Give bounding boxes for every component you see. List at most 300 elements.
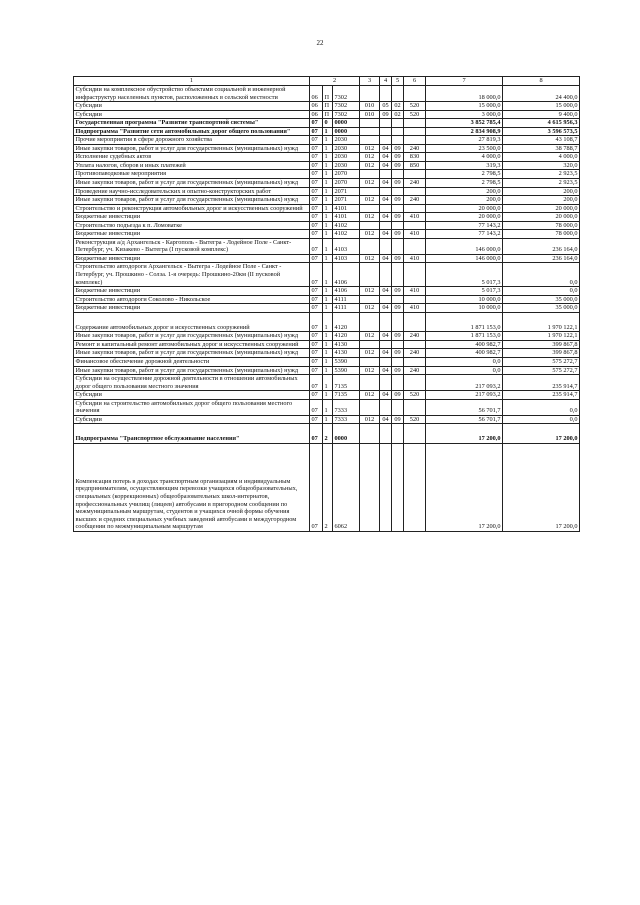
table-row (74, 295, 580, 304)
row-name: Субсидии на осуществление дорожной деятельности в отношении автомобильных дорог общего пользования местного значения (74, 375, 310, 391)
amount-year-1: 20 000,0 (426, 204, 503, 213)
code-expense-type: 410 (404, 230, 426, 239)
row-name: Бюджетные инвестиции (74, 213, 310, 222)
code-subsection: 09 (392, 287, 404, 296)
code-expense-type: 240 (404, 332, 426, 341)
page-number: 22 (316, 39, 324, 47)
amount-year-1: 200,0 (426, 187, 503, 196)
code-expense-type (404, 263, 426, 287)
code-subprogram: П (323, 110, 333, 119)
row-name: Иные закупки товаров, работ и услуг для государственных (муниципальных) нужд (74, 144, 310, 153)
code-subsection (392, 357, 404, 366)
code-expense-type (404, 238, 426, 254)
code-direction: 0000 (333, 127, 360, 136)
row-name: Субсидии (74, 110, 310, 119)
amount-year-1: 23 500,0 (426, 144, 503, 153)
code-direction: 4102 (333, 230, 360, 239)
code-program: 07 (310, 340, 323, 349)
row-name: Субсидии (74, 102, 310, 111)
row-name: Государственная программа "Развитие транспортной системы" (74, 119, 310, 128)
code-subsection (392, 187, 404, 196)
code-program: 06 (310, 102, 323, 111)
code-program: 07 (310, 213, 323, 222)
code-section: 04 (380, 196, 392, 205)
code-ministry (360, 238, 380, 254)
code-subprogram: П (323, 86, 333, 102)
code-subprogram: 1 (323, 153, 333, 162)
amount-year-1: 0,0 (426, 357, 503, 366)
row-name: Иные закупки товаров, работ и услуг для государственных (муниципальных) нужд (74, 196, 310, 205)
code-ministry (360, 119, 380, 128)
code-expense-type (404, 127, 426, 136)
amount-year-1: 4 000,0 (426, 153, 503, 162)
code-direction: 7135 (333, 375, 360, 391)
code-direction: 0000 (333, 424, 360, 444)
code-expense-type: 240 (404, 179, 426, 188)
code-subsection: 09 (392, 254, 404, 263)
code-subprogram: 1 (323, 349, 333, 358)
code-subsection (392, 86, 404, 102)
code-section: 04 (380, 287, 392, 296)
code-subsection: 02 (392, 102, 404, 111)
code-subprogram: 1 (323, 230, 333, 239)
code-section (380, 443, 392, 531)
code-ministry (360, 312, 380, 332)
code-subsection (392, 399, 404, 415)
amount-year-2: 575 272,7 (503, 366, 580, 375)
amount-year-1: 56 701,7 (426, 415, 503, 424)
code-program: 07 (310, 375, 323, 391)
code-direction: 2030 (333, 144, 360, 153)
row-name: Иные закупки товаров, работ и услуг для государственных (муниципальных) нужд (74, 332, 310, 341)
code-program: 07 (310, 187, 323, 196)
column-header-4: 4 (380, 77, 392, 86)
code-subprogram: 1 (323, 332, 333, 341)
code-subsection (392, 127, 404, 136)
code-program: 07 (310, 391, 323, 400)
row-name: Бюджетные инвестиции (74, 254, 310, 263)
amount-year-1: 56 701,7 (426, 399, 503, 415)
code-expense-type (404, 204, 426, 213)
code-ministry (360, 136, 380, 145)
code-subprogram: 1 (323, 366, 333, 375)
table-row (74, 399, 580, 415)
code-section (380, 127, 392, 136)
code-section: 04 (380, 144, 392, 153)
code-subprogram: 1 (323, 295, 333, 304)
code-subsection (392, 443, 404, 531)
code-program: 07 (310, 204, 323, 213)
amount-year-1: 146 000,0 (426, 238, 503, 254)
code-direction: 5390 (333, 357, 360, 366)
code-expense-type: 520 (404, 102, 426, 111)
row-name: Содержание автомобильных дорог и искусственных сооружений (74, 312, 310, 332)
code-ministry: 012 (360, 161, 380, 170)
code-program: 07 (310, 221, 323, 230)
amount-year-2: 399 867,8 (503, 340, 580, 349)
code-subsection (392, 295, 404, 304)
code-section (380, 399, 392, 415)
code-direction: 7302 (333, 110, 360, 119)
code-expense-type: 520 (404, 110, 426, 119)
row-name: Подпрограмма "Развитие сети автомобильных дорог общего пользования" (74, 127, 310, 136)
code-direction: 4106 (333, 263, 360, 287)
code-section (380, 357, 392, 366)
row-name: Подпрограмма "Транспортное обслуживание населения" (74, 424, 310, 444)
code-expense-type: 240 (404, 144, 426, 153)
amount-year-2: 24 400,0 (503, 86, 580, 102)
table-row (74, 161, 580, 170)
code-section (380, 86, 392, 102)
row-name: Строительство автодороги Архангельск - Вытегра - Лодейное Поле - Санкт - Петербург, уч. Прошкино - Солза. 1-я очередь: Прошкино-20км (II пусковой комплекс) (74, 263, 310, 287)
amount-year-2: 2 923,5 (503, 170, 580, 179)
code-program: 07 (310, 312, 323, 332)
code-expense-type (404, 312, 426, 332)
amount-year-1: 20 000,0 (426, 213, 503, 222)
amount-year-2: 0,0 (503, 399, 580, 415)
code-direction: 4130 (333, 349, 360, 358)
table-row (74, 144, 580, 153)
code-subsection (392, 221, 404, 230)
code-direction: 4111 (333, 304, 360, 313)
amount-year-1: 5 017,3 (426, 263, 503, 287)
column-header-7: 7 (426, 77, 503, 86)
amount-year-1: 3 852 785,4 (426, 119, 503, 128)
amount-year-2: 78 000,0 (503, 230, 580, 239)
amount-year-1: 5 017,3 (426, 287, 503, 296)
row-name: Прочие мероприятия в сфере дорожного хозяйства (74, 136, 310, 145)
table-row (74, 375, 580, 391)
code-ministry: 012 (360, 213, 380, 222)
code-subprogram: 1 (323, 312, 333, 332)
code-subsection: 09 (392, 332, 404, 341)
code-subsection: 09 (392, 144, 404, 153)
code-subsection: 02 (392, 110, 404, 119)
code-expense-type (404, 86, 426, 102)
code-direction: 4106 (333, 287, 360, 296)
code-subsection: 09 (392, 179, 404, 188)
code-direction: 2071 (333, 196, 360, 205)
amount-year-1: 10 000,0 (426, 304, 503, 313)
code-subprogram: 1 (323, 221, 333, 230)
code-ministry: 010 (360, 110, 380, 119)
code-direction: 2070 (333, 179, 360, 188)
table-row (74, 287, 580, 296)
code-ministry: 012 (360, 391, 380, 400)
code-program: 07 (310, 332, 323, 341)
amount-year-2: 35 000,0 (503, 304, 580, 313)
table-row (74, 86, 580, 102)
amount-year-1: 1 871 153,0 (426, 312, 503, 332)
code-expense-type (404, 443, 426, 531)
row-name: Иные закупки товаров, работ и услуг для государственных (муниципальных) нужд (74, 366, 310, 375)
code-ministry: 012 (360, 254, 380, 263)
code-ministry: 012 (360, 415, 380, 424)
code-expense-type (404, 399, 426, 415)
code-program: 07 (310, 144, 323, 153)
code-subprogram: 1 (323, 391, 333, 400)
code-program: 07 (310, 366, 323, 375)
row-name: Строительство подъезда к п. Ломоватке (74, 221, 310, 230)
table-row (74, 312, 580, 332)
code-direction: 7302 (333, 102, 360, 111)
code-ministry (360, 357, 380, 366)
code-ministry: 012 (360, 196, 380, 205)
amount-year-2: 0,0 (503, 263, 580, 287)
code-subsection: 09 (392, 213, 404, 222)
code-ministry (360, 221, 380, 230)
amount-year-2: 78 000,0 (503, 221, 580, 230)
table-row (74, 391, 580, 400)
row-name: Субсидии (74, 415, 310, 424)
code-direction: 4101 (333, 204, 360, 213)
code-program: 07 (310, 179, 323, 188)
code-direction: 6062 (333, 443, 360, 531)
code-subprogram: 1 (323, 161, 333, 170)
code-subprogram: 1 (323, 340, 333, 349)
table-row (74, 238, 580, 254)
amount-year-2: 4 615 956,3 (503, 119, 580, 128)
code-direction: 4111 (333, 295, 360, 304)
amount-year-1: 400 982,7 (426, 340, 503, 349)
code-section (380, 136, 392, 145)
table-row (74, 424, 580, 444)
row-name: Иные закупки товаров, работ и услуг для государственных (муниципальных) нужд (74, 179, 310, 188)
row-name: Строительство автодороги Соколово - Никольское (74, 295, 310, 304)
code-ministry: 012 (360, 179, 380, 188)
code-subsection (392, 119, 404, 128)
code-ministry (360, 340, 380, 349)
code-subsection: 09 (392, 230, 404, 239)
code-direction: 0000 (333, 119, 360, 128)
code-ministry: 012 (360, 287, 380, 296)
amount-year-1: 0,0 (426, 366, 503, 375)
code-subsection (392, 204, 404, 213)
code-section (380, 187, 392, 196)
code-direction: 4102 (333, 221, 360, 230)
code-ministry (360, 127, 380, 136)
amount-year-2: 43 108,7 (503, 136, 580, 145)
code-program: 07 (310, 443, 323, 531)
table-row (74, 366, 580, 375)
amount-year-1: 2 798,5 (426, 179, 503, 188)
table-row (74, 349, 580, 358)
amount-year-2: 320,0 (503, 161, 580, 170)
code-subprogram: 1 (323, 287, 333, 296)
row-name: Субсидии (74, 391, 310, 400)
code-program: 07 (310, 127, 323, 136)
code-section: 04 (380, 332, 392, 341)
amount-year-2: 4 000,0 (503, 153, 580, 162)
table-row (74, 136, 580, 145)
amount-year-2: 20 000,0 (503, 204, 580, 213)
code-program: 07 (310, 170, 323, 179)
code-expense-type (404, 119, 426, 128)
code-section: 04 (380, 179, 392, 188)
code-subprogram: 1 (323, 357, 333, 366)
column-header-2: 2 (310, 77, 360, 86)
row-name: Исполнение судебных актов (74, 153, 310, 162)
code-subsection (392, 424, 404, 444)
code-program: 07 (310, 119, 323, 128)
code-section: 05 (380, 102, 392, 111)
table-row (74, 221, 580, 230)
amount-year-2: 200,0 (503, 187, 580, 196)
amount-year-2: 236 164,0 (503, 238, 580, 254)
code-direction: 2030 (333, 153, 360, 162)
column-header-3: 3 (360, 77, 380, 86)
amount-year-2: 38 788,7 (503, 144, 580, 153)
code-ministry (360, 443, 380, 531)
table-row (74, 179, 580, 188)
code-expense-type (404, 375, 426, 391)
budget-table (73, 76, 580, 532)
amount-year-2: 1 970 122,1 (503, 312, 580, 332)
row-name: Субсидии на строительство автомобильных дорог общего пользования местного значения (74, 399, 310, 415)
code-section (380, 204, 392, 213)
code-section (380, 295, 392, 304)
code-expense-type: 410 (404, 254, 426, 263)
code-ministry (360, 424, 380, 444)
code-section (380, 263, 392, 287)
row-name: Бюджетные инвестиции (74, 230, 310, 239)
code-subsection (392, 263, 404, 287)
code-section: 04 (380, 349, 392, 358)
code-subsection: 09 (392, 366, 404, 375)
code-direction: 7135 (333, 391, 360, 400)
amount-year-1: 2 834 908,9 (426, 127, 503, 136)
code-subprogram: 2 (323, 443, 333, 531)
amount-year-1: 2 798,5 (426, 170, 503, 179)
code-section: 04 (380, 213, 392, 222)
code-expense-type: 410 (404, 287, 426, 296)
amount-year-2: 399 867,8 (503, 349, 580, 358)
table-row (74, 415, 580, 424)
code-subsection: 09 (392, 196, 404, 205)
code-section: 04 (380, 304, 392, 313)
row-name: Компенсация потерь в доходах транспортным организациям и индивидуальным предпринимателям, осуществляющим перевозки учащихся общеобразовательных, специальных (коррекционных) общеобразовательных школ-интернатов, профессиональных училищ (лицеев) автобусами в пригородном сообщении по межмуниципальным маршрутам, студентов и учащихся очной формы обучения высших и средних специальных учебных заведений автобусами в междугородном сообщении по межмуниципальным маршрутам (74, 443, 310, 531)
amount-year-2: 0,0 (503, 287, 580, 296)
table-row (74, 230, 580, 239)
code-subsection (392, 238, 404, 254)
code-expense-type (404, 136, 426, 145)
code-expense-type: 410 (404, 304, 426, 313)
code-direction: 2070 (333, 170, 360, 179)
code-subsection: 09 (392, 304, 404, 313)
code-program: 07 (310, 161, 323, 170)
row-name: Противопаводковые мероприятия (74, 170, 310, 179)
code-subprogram: 1 (323, 415, 333, 424)
amount-year-2: 0,0 (503, 415, 580, 424)
amount-year-1: 27 819,3 (426, 136, 503, 145)
code-expense-type (404, 170, 426, 179)
amount-year-2: 236 164,0 (503, 254, 580, 263)
code-section: 04 (380, 153, 392, 162)
column-header-1: 1 (74, 77, 310, 86)
table-row (74, 153, 580, 162)
code-section (380, 238, 392, 254)
row-name: Финансовое обеспечение дорожной деятельности (74, 357, 310, 366)
table-row (74, 332, 580, 341)
code-section: 04 (380, 254, 392, 263)
code-program: 07 (310, 399, 323, 415)
code-subprogram: П (323, 102, 333, 111)
table-row (74, 304, 580, 313)
code-direction: 2071 (333, 187, 360, 196)
code-ministry (360, 399, 380, 415)
code-program: 07 (310, 238, 323, 254)
table-body (74, 86, 580, 532)
table-row (74, 204, 580, 213)
code-section (380, 340, 392, 349)
code-subsection: 09 (392, 161, 404, 170)
column-header-8: 8 (503, 77, 580, 86)
code-expense-type: 240 (404, 349, 426, 358)
code-expense-type: 520 (404, 415, 426, 424)
code-ministry (360, 187, 380, 196)
code-program: 07 (310, 230, 323, 239)
amount-year-1: 77 143,2 (426, 230, 503, 239)
code-subprogram: 1 (323, 263, 333, 287)
row-name: Строительство и реконструкция автомобильных дорог и искусственных сооружений (74, 204, 310, 213)
amount-year-2: 9 400,0 (503, 110, 580, 119)
code-expense-type: 240 (404, 196, 426, 205)
code-direction: 4120 (333, 332, 360, 341)
code-subprogram: 1 (323, 144, 333, 153)
code-ministry: 012 (360, 144, 380, 153)
amount-year-1: 3 000,0 (426, 110, 503, 119)
code-subprogram: 1 (323, 204, 333, 213)
table-row (74, 263, 580, 287)
code-subsection: 09 (392, 153, 404, 162)
code-expense-type: 240 (404, 366, 426, 375)
amount-year-1: 15 000,0 (426, 102, 503, 111)
row-name: Субсидии на комплексное обустройство объектами социальной и инженерной инфраструктур населенных пунктов, расположенных в сельской местности (74, 86, 310, 102)
code-section (380, 424, 392, 444)
code-program: 07 (310, 415, 323, 424)
table-row (74, 254, 580, 263)
code-direction: 7302 (333, 86, 360, 102)
row-name: Ремонт и капитальный ремонт автомобильных дорог и искусственных сооружений (74, 340, 310, 349)
code-direction: 7333 (333, 399, 360, 415)
amount-year-2: 20 000,0 (503, 213, 580, 222)
column-header-5: 5 (392, 77, 404, 86)
table-row (74, 357, 580, 366)
amount-year-2: 235 914,7 (503, 375, 580, 391)
table-row (74, 119, 580, 128)
code-direction: 2030 (333, 161, 360, 170)
code-section: 04 (380, 230, 392, 239)
code-subsection (392, 340, 404, 349)
table-row (74, 102, 580, 111)
code-subprogram: 1 (323, 136, 333, 145)
code-expense-type: 830 (404, 153, 426, 162)
amount-year-1: 200,0 (426, 196, 503, 205)
table-row (74, 187, 580, 196)
code-section (380, 170, 392, 179)
code-ministry (360, 170, 380, 179)
code-direction: 4120 (333, 312, 360, 332)
code-program: 06 (310, 86, 323, 102)
code-program: 07 (310, 304, 323, 313)
code-expense-type (404, 295, 426, 304)
code-ministry (360, 204, 380, 213)
amount-year-1: 18 000,0 (426, 86, 503, 102)
code-direction: 5390 (333, 366, 360, 375)
amount-year-1: 17 200,0 (426, 424, 503, 444)
code-direction: 4101 (333, 213, 360, 222)
code-program: 07 (310, 196, 323, 205)
